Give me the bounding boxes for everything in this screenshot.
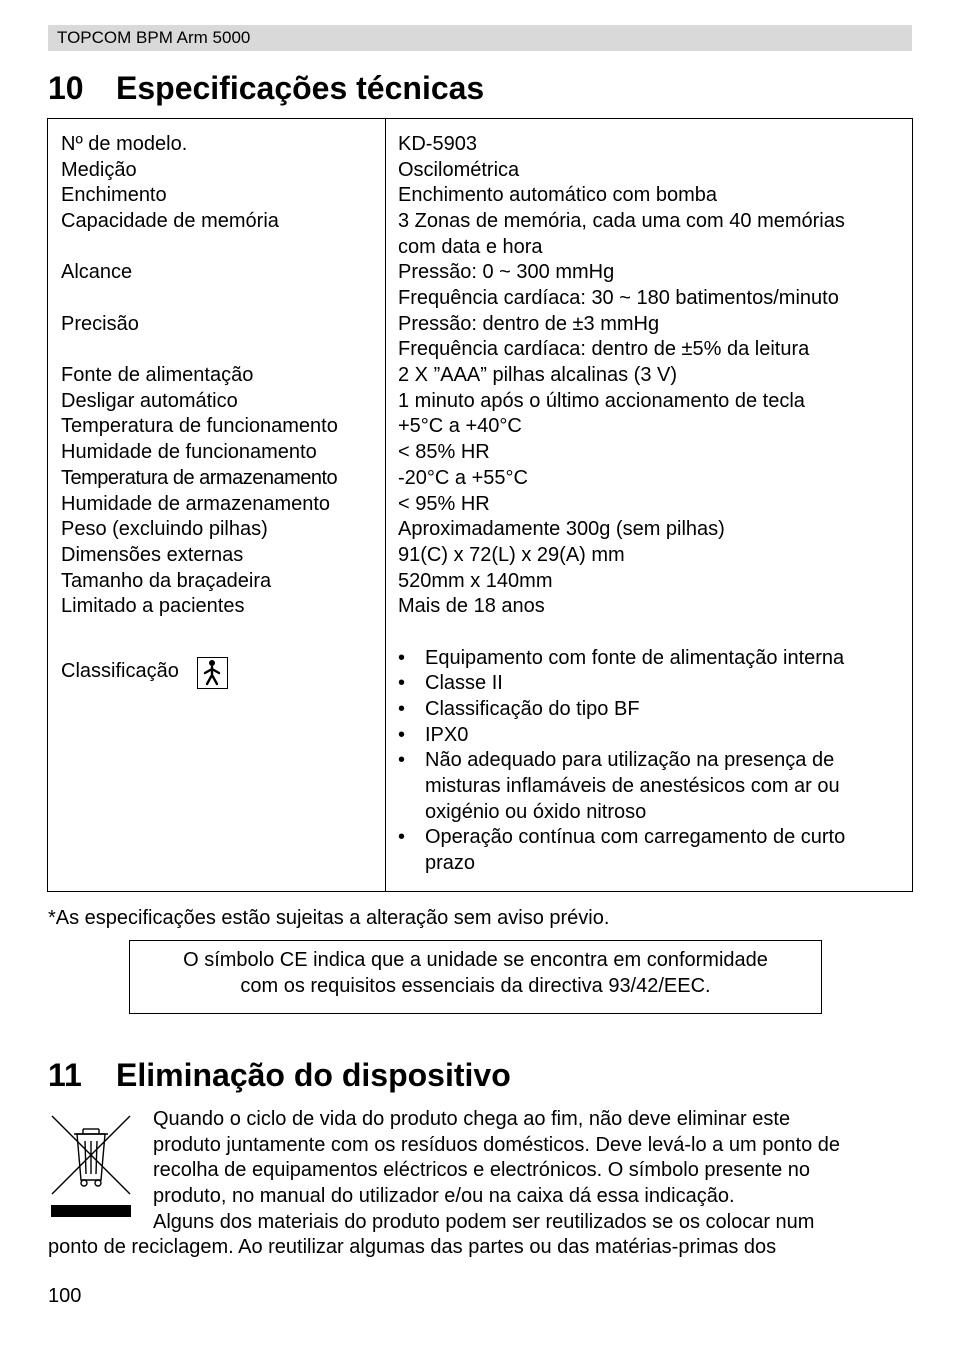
spec-value-storage-temperature: -20°C a +55°C: [398, 467, 528, 489]
spec-label-accuracy: Precisão: [61, 313, 139, 335]
classification-item-anesthetics: Não adequado para utilização na presença de: [425, 749, 835, 771]
spec-label-measurement: Medição: [61, 159, 137, 181]
classification-item-anesthetics-cont: oxigénio ou óxido nitroso: [425, 801, 647, 823]
section-11-heading: [48, 1057, 511, 1093]
spec-value-operating-temperature: +5°C a +40°C: [398, 415, 522, 437]
spec-label-weight: Peso (excluindo pilhas): [61, 518, 268, 540]
type-bf-applied-part-icon: [197, 657, 228, 689]
spec-value-measurement: Oscilométrica: [398, 159, 520, 181]
spec-label-dimensions: Dimensões externas: [61, 544, 244, 566]
spec-value-auto-off: 1 minuto após o último accionamento de tecla: [398, 390, 805, 412]
spec-label-inflation: Enchimento: [61, 184, 167, 206]
spec-value-range-pressure: Pressão: 0 ~ 300 mmHg: [398, 261, 615, 283]
section-11-number: 11: [48, 1057, 82, 1093]
spec-value-cuff-size: 520mm x 140mm: [398, 570, 553, 592]
section-10-title: Especificações técnicas: [116, 70, 485, 106]
bullet-marker: •: [398, 672, 406, 694]
spec-label-power-source: Fonte de alimentação: [61, 364, 254, 386]
section-11-title: Eliminação do dispositivo: [116, 1057, 511, 1093]
bullet-marker: •: [398, 647, 406, 669]
spec-value-power-source: 2 X ”AAA” pilhas alcalinas (3 V): [398, 364, 678, 386]
spec-value-inflation: Enchimento automático com bomba: [398, 184, 718, 206]
spec-label-range: Alcance: [61, 261, 133, 283]
spec-label-storage-temperature: Temperatura de armazenamento: [61, 467, 338, 489]
specifications-footnote: *As especificações estão sujeitas a alteração sem aviso prévio.: [48, 907, 610, 929]
disposal-paragraph-line: produto juntamente com os resíduos domésticos. Deve levá-lo a um ponto de: [153, 1134, 841, 1156]
table-column-divider: [385, 119, 386, 891]
spec-label-patients: Limitado a pacientes: [61, 595, 245, 617]
spec-value-memory: 3 Zonas de memória, cada uma com 40 memórias: [398, 210, 845, 232]
bullet-marker: •: [398, 724, 406, 746]
spec-label-storage-humidity: Humidade de armazenamento: [61, 493, 331, 515]
disposal-paragraph-line: Alguns dos materiais do produto podem ser reutilizados se os colocar num: [153, 1211, 815, 1233]
spec-label-operating-humidity: Humidade de funcionamento: [61, 441, 317, 463]
section-10-number: 10: [48, 70, 84, 106]
spec-value-accuracy-pressure: Pressão: dentro de ±3 mmHg: [398, 313, 660, 335]
specifications-table: [47, 118, 913, 892]
spec-value-accuracy-pulse: Frequência cardíaca: dentro de ±5% da leitura: [398, 338, 810, 360]
crossed-out-wheelie-bin-icon: [50, 1114, 132, 1220]
spec-value-model: KD-5903: [398, 133, 477, 155]
ce-notice-box: [129, 940, 822, 1014]
spec-label-operating-temperature: Temperatura de funcionamento: [61, 415, 338, 437]
spec-value-patients: Mais de 18 anos: [398, 595, 545, 617]
bullet-marker: •: [398, 749, 406, 771]
spec-value-range-pulse: Frequência cardíaca: 30 ~ 180 batimentos/minuto: [398, 287, 839, 309]
spec-label-auto-off: Desligar automático: [61, 390, 238, 412]
classification-item-operation-cont: prazo: [425, 852, 476, 874]
bullet-marker: •: [398, 826, 406, 848]
bullet-marker: •: [398, 698, 406, 720]
ce-notice-line: com os requisitos essenciais da directiva 93/42/EEC.: [240, 974, 711, 997]
spec-value-memory-cont: com data e hora: [398, 236, 543, 258]
spec-value-weight: Aproximadamente 300g (sem pilhas): [398, 518, 725, 540]
disposal-paragraph-line: Quando o ciclo de vida do produto chega ao fim, não deve eliminar este: [153, 1108, 791, 1130]
classification-item-class: Classe II: [425, 672, 503, 694]
spec-value-operating-humidity: < 85% HR: [398, 441, 490, 463]
classification-item-ip: IPX0: [425, 724, 469, 746]
spec-value-dimensions: 91(C) x 72(L) x 29(A) mm: [398, 544, 625, 566]
page-number: 100: [48, 1285, 82, 1307]
classification-item-type: Classificação do tipo BF: [425, 698, 640, 720]
spec-value-storage-humidity: < 95% HR: [398, 493, 490, 515]
classification-item-operation: Operação contínua com carregamento de curto: [425, 826, 846, 848]
spec-label-memory: Capacidade de memória: [61, 210, 279, 232]
spec-label-cuff-size: Tamanho da braçadeira: [61, 570, 272, 592]
spec-label-classification: Classificação: [61, 660, 179, 682]
disposal-paragraph-line: recolha de equipamentos eléctricos e electrónicos. O símbolo presente no: [153, 1159, 811, 1181]
disposal-paragraph-line: ponto de reciclagem. Ao reutilizar algumas das partes ou das matérias-primas dos: [48, 1236, 777, 1258]
section-10-heading: [48, 70, 484, 106]
ce-notice-line: O símbolo CE indica que a unidade se encontra em conformidade: [183, 949, 768, 971]
classification-item-anesthetics-cont: misturas inflamáveis de anestésicos com ar ou: [425, 775, 840, 797]
spec-label-model: Nº de modelo.: [61, 133, 188, 155]
disposal-paragraph-line: produto, no manual do utilizador e/ou na caixa dá essa indicação.: [153, 1185, 735, 1207]
classification-item-power: Equipamento com fonte de alimentação interna: [425, 647, 845, 669]
running-header: TOPCOM BPM Arm 5000: [48, 25, 912, 51]
